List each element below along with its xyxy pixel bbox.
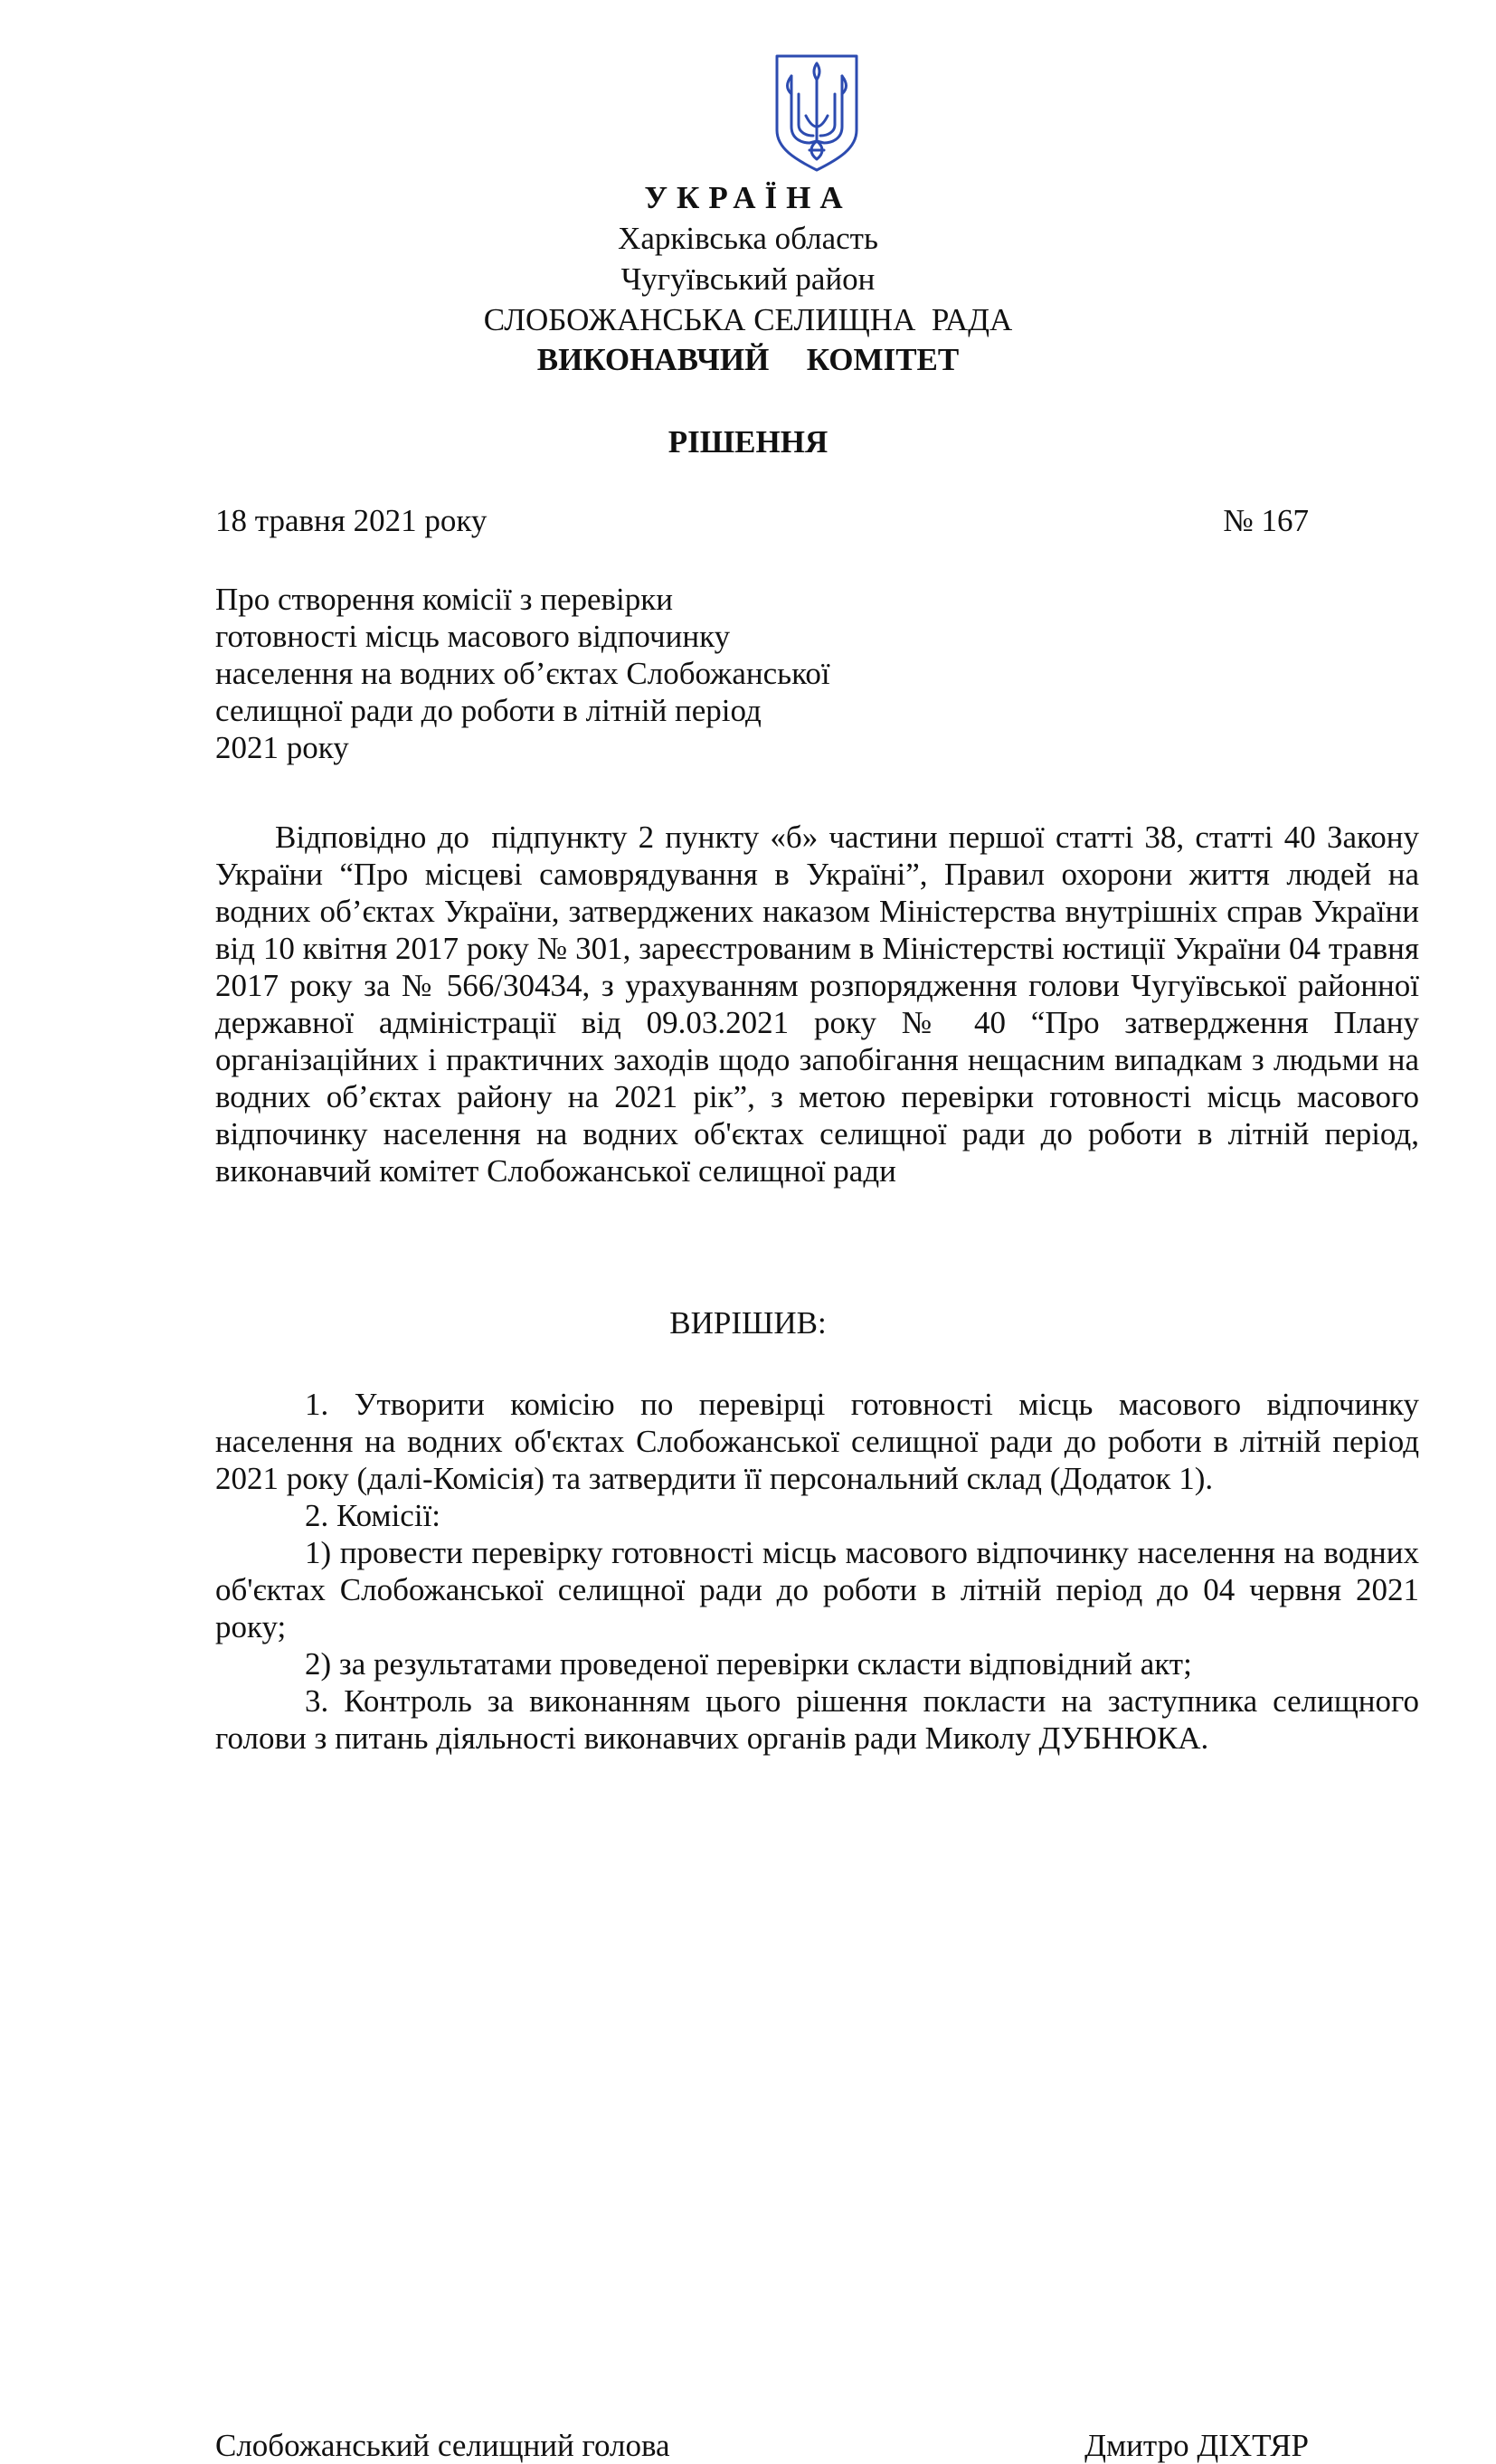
decision-item: 3. Контроль за виконанням цього рішення покласти на заступника селищного голови з питань діяльності виконавчих органів ради Миколу ДУБНЮКА. <box>215 1683 1419 1756</box>
decision-item: 2. Комісії: <box>305 1498 441 1533</box>
subject-line: населення на водних об’єктах Слобожанської <box>215 656 830 691</box>
resolved-heading: ВИРІШИВ: <box>669 1305 827 1341</box>
preamble-paragraph: Відповідно до підпункту 2 пункту «б» частини першої статті 38, статті 40 Закону України “Про місцеві самоврядування в Україні”, Правил охорони життя людей на водних об’єктах України, затверджених наказом Міністерства внутрішніх справ України від 10 квітня 2017 року № 301, зареєстрованим в Міністерстві юстиції України 04 травня 2017 року за № 566/30434, з урахуванням розпорядження голови Чугуївської районної державної адміністрації від 09.03.2021 року № 40 “Про затвердження Плану організаційних і практичних заходів щодо запобігання нещасним випадкам з людьми на водних об’єктах району на 2021 рік”, з метою перевірки готовності місць масового відпочинку населення на водних об'єктах селищної ради до роботи в літній період, виконавчий комітет Слобожанської селищної ради <box>215 820 1427 1189</box>
signatory-position: Слобожанський селищний голова <box>215 2428 670 2463</box>
decision-item: 1) провести перевірку готовності місць масового відпочинку населення на водних об'єктах Слобожанської селищної ради до роботи в літній період до 04 червня 2021 року; <box>215 1535 1419 1644</box>
decision-subject <box>215 581 1029 766</box>
raion-heading: Чугуївський район <box>620 261 876 297</box>
subject-line: готовності місць масового відпочинку <box>215 619 731 654</box>
coat-of-arms-icon <box>773 52 860 174</box>
oblast-heading: Харківська область <box>618 221 878 256</box>
subject-line: Про створення комісії з перевірки <box>215 582 674 617</box>
subject-line: 2021 року <box>215 730 349 765</box>
council-heading-text: СЛОБОЖАНСЬКА СЕЛИЩНА РАДА <box>483 302 1013 337</box>
decision-items <box>215 1386 1419 1757</box>
decision-item: 2) за результатами проведеної перевірки скласти відповідний акт; <box>305 1646 1192 1682</box>
decision-title: РІШЕННЯ <box>668 424 828 460</box>
committee-heading-text: ВИКОНАВЧИЙ КОМІТЕТ <box>536 342 960 377</box>
signatory-name: Дмитро ДІХТЯР <box>1084 2428 1309 2463</box>
decision-item: 1. Утворити комісію по перевірці готовності місць масового відпочинку населення на водних об'єктах Слобожанської селищної ради до роботи в літній період 2021 року (далі-Комісія) та затвердити її персональний склад (Додаток 1). <box>215 1387 1419 1496</box>
committee-heading <box>0 341 1496 378</box>
subject-line: селищної ради до роботи в літній період <box>215 693 762 728</box>
council-heading <box>0 301 1496 338</box>
decision-number: № 167 <box>1223 503 1309 538</box>
country-heading: УКРАЇНА <box>644 180 852 215</box>
decision-date: 18 травня 2021 року <box>215 503 488 538</box>
